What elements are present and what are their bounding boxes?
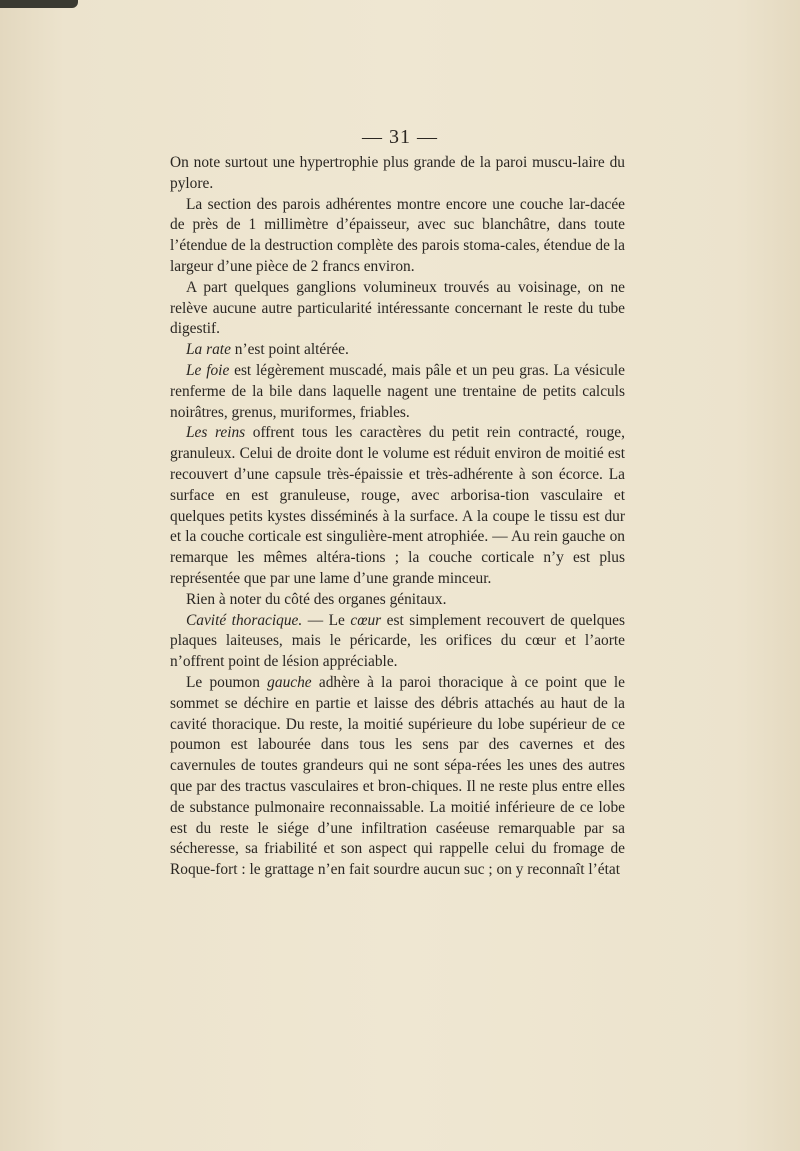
text-run: — Le xyxy=(302,611,351,629)
page-number: — 31 — xyxy=(362,126,438,148)
italic-text: Cavité thoracique. xyxy=(186,611,303,629)
paragraph xyxy=(170,673,625,881)
paragraph xyxy=(170,611,625,673)
body-text xyxy=(170,153,625,881)
text-run: est simplement recouvert de quelques plaques laiteuses, mais le péricarde, les orifices du cœur et l’aorte n’offrent point de lésion appréciable. xyxy=(170,611,625,671)
paragraph xyxy=(170,340,625,361)
text-run: offrent tous les caractères du petit rein contracté, rouge, granuleux. Celui de droite dont le volume est réduit environ de moitié est recouvert d’une capsule très-épaissie et très-adhérente à son écorce. La surface en est granuleuse, rouge, avec arborisa-tion vasculaire et quelques petits kystes disséminés à la surface. A la coupe le tissu est dur et la couche corticale est singulière-ment atrophiée. — Au rein gauche on remarque les mêmes altéra-tions ; la couche corticale n’y est plus représentée que par une lame d’une grande minceur. xyxy=(170,424,625,587)
paragraph xyxy=(170,423,625,589)
text-run: La section des parois adhérentes montre encore une couche lar-dacée de près de 1 millimètre d’épaisseur, avec suc blanchâtre, dans toute l’étendue de la destruction complète des parois stoma-cales, étendue de la largeur d’une pièce de 2 francs environ. xyxy=(170,195,625,275)
text-run: n’est point altérée. xyxy=(230,341,349,359)
paragraph xyxy=(170,361,625,423)
italic-text: La rate xyxy=(186,341,231,359)
text-run: est légèrement muscadé, mais pâle et un peu gras. La vésicule renferme de la bile dans laquelle nagent une trentaine de petits calculs noirâtres, grenus, muriformes, friables. xyxy=(170,361,625,421)
paragraph xyxy=(170,195,625,278)
paragraph xyxy=(170,590,625,611)
text-run: On note surtout une hypertrophie plus grande de la paroi muscu-laire du pylore. xyxy=(170,154,625,192)
text-run: adhère à la paroi thoracique à ce point que le sommet se déchire en partie et laisse des débris attachés au haut de la cavité thoracique. Du reste, la moitié supérieure du lobe supérieur de ce poumon est labourée dans tous les sens par des cavernes et des cavernules de toutes grandeurs qui ne sont sépa-rées les unes des autres que par des tractus vasculaires et bron-chiques. Il ne reste plus entre elles de substance pulmonaire reconnaissable. La moitié inférieure de ce lobe est du reste le siége d’une infiltration caséeuse remarquable par sa sécheresse, sa friabilité et son aspect qui rappelle celui du fromage de Roque-fort : le grattage n’en fait sourdre aucun suc ; on y reconnaît l’état xyxy=(170,673,625,879)
scan-corner-mark xyxy=(0,0,78,8)
italic-text: cœur xyxy=(350,611,382,629)
text-run: A part quelques ganglions volumineux trouvés au voisinage, on ne relève aucune autre particularité intéressante concernant le reste du tube digestif. xyxy=(170,278,625,338)
italic-text: gauche xyxy=(267,673,312,691)
paragraph xyxy=(170,153,625,195)
paragraph xyxy=(170,278,625,340)
text-run: Rien à noter du côté des organes génitaux. xyxy=(186,590,447,608)
italic-text: Les reins xyxy=(186,424,246,442)
italic-text: Le foie xyxy=(186,361,230,379)
text-run: Le poumon xyxy=(186,673,268,691)
